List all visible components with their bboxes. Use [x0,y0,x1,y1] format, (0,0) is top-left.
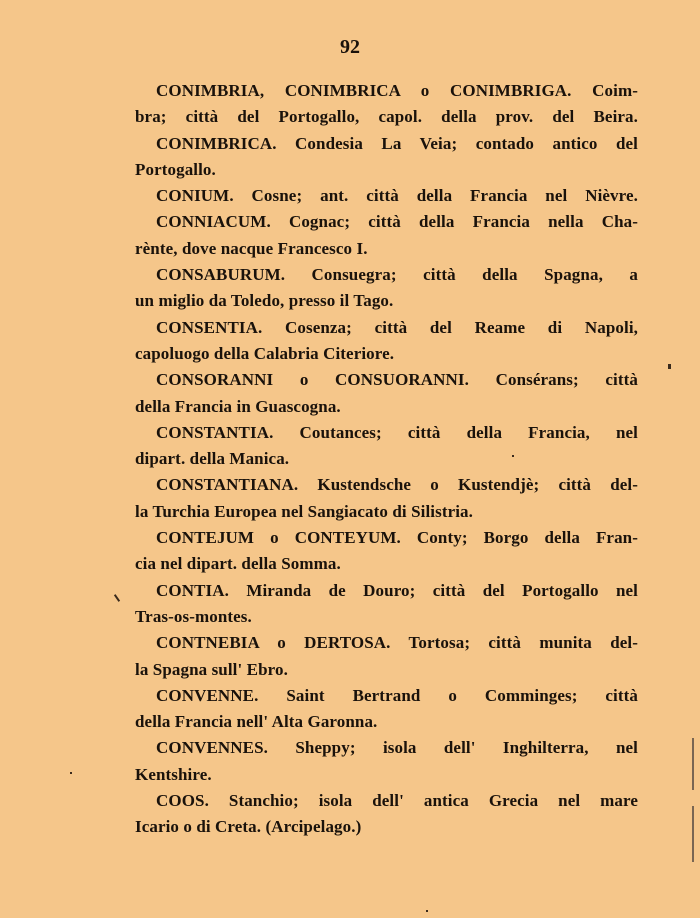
text-line: Portogallo. [135,159,216,179]
text-line: CONNIACUM. Cognac; città della Francia nella Cha- [156,212,638,232]
text-line: cia nel dipart. della Somma. [135,554,341,574]
text-line: Tras-os-montes. [135,606,252,626]
text-line: COOS. Stanchio; isola dell' antica Grecia nel mare [156,791,638,811]
speck-mark [426,910,428,912]
text-line: la Spagna sull' Ebro. [135,659,288,679]
text-line: rènte, dove nacque Francesco I. [135,238,368,258]
text-line: della Francia in Guascogna. [135,396,341,416]
margin-line [692,806,694,862]
text-line: un miglio da Toledo, presso il Tago. [135,291,394,311]
margin-line [692,738,694,790]
text-line: bra; città del Portogallo, capol. della prov. del Beira. [135,107,638,127]
speck-mark [70,772,72,774]
text-line: CONSTANTIA. Coutances; città della Francia, nel [156,422,638,442]
text-line: CONTIA. Miranda de Douro; città del Portogallo nel [156,580,638,600]
text-line: CONVENNE. Saint Bertrand o Comminges; città [156,685,638,705]
speck-mark [512,455,514,457]
text-line: CONSENTIA. Cosenza; città del Reame di Napoli, [156,317,638,337]
text-line: capoluogo della Calabria Citeriore. [135,343,395,363]
page-number: 92 [340,36,360,58]
text-line: CONVENNES. Sheppy; isola dell' Inghilterra, nel [156,738,638,758]
text-line: Kentshire. [135,764,212,784]
text-line: dipart. della Manica. [135,449,290,469]
text-line: CONTNEBIA o DERTOSA. Tortosa; città munita del- [156,633,638,653]
text-line: CONSORANNI o CONSUORANNI. Consérans; città [156,370,638,390]
text-line: CONIUM. Cosne; ant. città della Francia nel Nièvre. [156,186,638,206]
text-line: CONSTANTIANA. Kustendsche o Kustendjè; città del- [156,475,638,495]
text-line: la Turchia Europea nel Sangiacato di Silistria. [135,501,474,521]
text-line: CONSABURUM. Consuegra; città della Spagna, a [156,265,638,285]
gazetteer-entries [135,78,638,841]
speck-mark [114,594,120,602]
text-line: CONIMBRIA, CONIMBRICA o CONIMBRIGA. Coim- [156,81,638,100]
speck-mark [668,364,671,369]
text-line: CONTEJUM o CONTEYUM. Conty; Borgo della Fran- [156,528,638,548]
text-line: Icario o di Creta. (Arcipelago.) [135,817,362,837]
text-line: CONIMBRICA. Condesia La Veia; contado antico del [156,133,638,153]
text-line: della Francia nell' Alta Garonna. [135,712,378,732]
